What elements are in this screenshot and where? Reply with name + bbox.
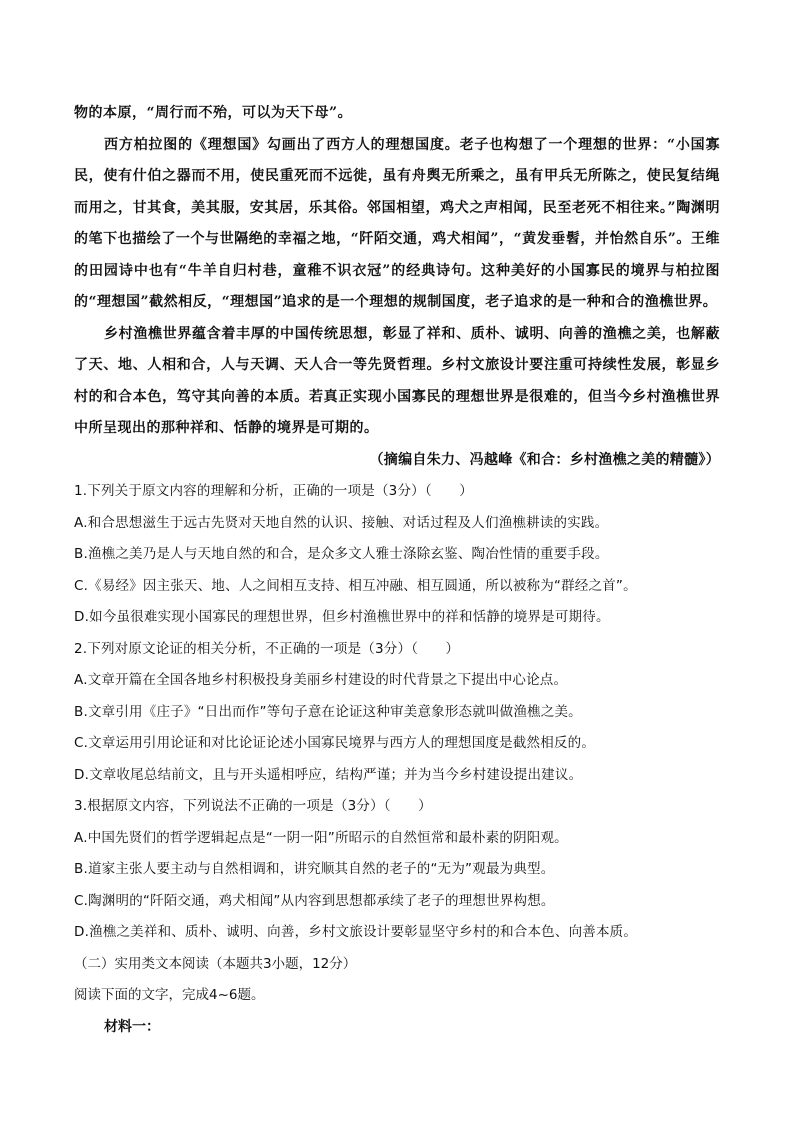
question-option-b: B.渔樵之美乃是人与天地自然的和合，是众多文人雅士涤除玄鉴、陶冶性情的重要手段。	[74, 546, 609, 562]
passage-paragraph-2: 乡村渔樵世界蕴含着丰厚的中国传统思想，彰显了祥和、质朴、诚明、向善的渔樵之美，也解蔽了天、地、人相和合，人与天调、天人合一等先贤哲理。乡村文旅设计要注重可持续性发展，彰显乡村的和合本色，笃守其向善的本质。若真正实现小国寡民的理想世界是很难的，但当今乡村渔樵世界中所呈现出的那种祥和、恬静的境界是可期的。	[74, 325, 720, 436]
question-option-c: C.文章运用引用论证和对比论证论述小国寡民境界与西方人的理想国度是截然相反的。	[74, 735, 596, 751]
question-option-c: C.陶渊明的“阡陌交通，鸡犬相闻”从内容到思想都承续了老子的理想世界构想。	[74, 892, 555, 909]
question-option-d: D.如今虽很难实现小国寡民的理想世界，但乡村渔樵世界中的祥和恬静的境界是可期待。	[74, 609, 610, 625]
question-stem: 1.下列关于原文内容的理解和分析，正确的一项是（3分）（ ）	[74, 483, 473, 499]
section-heading: （二）实用类文本阅读（本题共3小题，12分）	[74, 955, 357, 972]
question-option-a: A.文章开篇在全国各地乡村积极投身美丽乡村建设的时代背景之下提出中心论点。	[74, 672, 568, 688]
question-1	[74, 476, 720, 634]
question-stem: 3.根据原文内容，下列说法不正确的一项是（3分）（ ）	[74, 798, 432, 814]
question-option-d: D.渔樵之美祥和、质朴、诚明、向善，乡村文旅设计要彰显坚守乡村的和合本色、向善本质。	[74, 924, 638, 940]
question-option-b: B.道家主张人要主动与自然相调和，讲究顺其自然的老子的“无为”观最为典型。	[74, 861, 555, 877]
question-option-b: B.文章引用《庄子》“日出而作”等句子意在论证这种审美意象形态就叫做渔樵之美。	[74, 703, 582, 720]
material-label: 材料一：	[104, 1018, 160, 1035]
question-option-d: D.文章收尾总结前文，且与开头遥相呼应，结构严谨；并为当今乡村建设提出建议。	[74, 766, 583, 783]
section-instruction: 阅读下面的文字，完成4~6题。	[74, 987, 265, 1003]
question-option-a: A.中国先贤们的哲学逻辑起点是“一阴一阳”所昭示的自然恒常和最朴素的阴阳观。	[74, 829, 568, 846]
passage-paragraph-0: 物的本原，“周行而不殆，可以为天下母”。	[74, 105, 353, 121]
question-option-c: C.《易经》因主张天、地、人之间相互支持、相互冲融、相互圆通，所以被称为“群经之首”。	[74, 577, 637, 594]
passage-paragraph-1: 西方柏拉图的《理想国》勾画出了西方人的理想国度。老子也构想了一个理想的世界：“小国寡民，使有什伯之器而不用，使民重死而不远徙，虽有舟舆无所乘之，虽有甲兵无所陈之，使民复结绳而用之，甘其食，美其服，安其居，乐其俗。邻国相望，鸡犬之声相闻，民至老死不相往来。”陶渊明的笔下也描绘了一个与世隔绝的幸福之地，“阡陌交通，鸡犬相闻”，“黄发垂髫，并怡然自乐”。王维的田园诗中也有“牛羊自归村巷，童稚不识衣冠”的经典诗句。这种美好的小国寡民的境界与柏拉图的“理想国”截然相反，“理想国”追求的是一个理想的规制国度，老子追求的是一种和合的渔樵世界。	[74, 136, 720, 310]
question-option-a: A.和合思想滋生于远古先贤对天地自然的认识、接触、对话过程及人们渔樵耕读的实践。	[74, 514, 609, 531]
question-stem: 2.下列对原文论证的相关分析，不正确的一项是（3分）（ ）	[74, 640, 460, 657]
question-3	[74, 791, 720, 949]
passage-source: （摘编自朱力、冯越峰《和合：乡村渔樵之美的精髓》）	[369, 451, 720, 468]
question-2	[74, 634, 720, 792]
